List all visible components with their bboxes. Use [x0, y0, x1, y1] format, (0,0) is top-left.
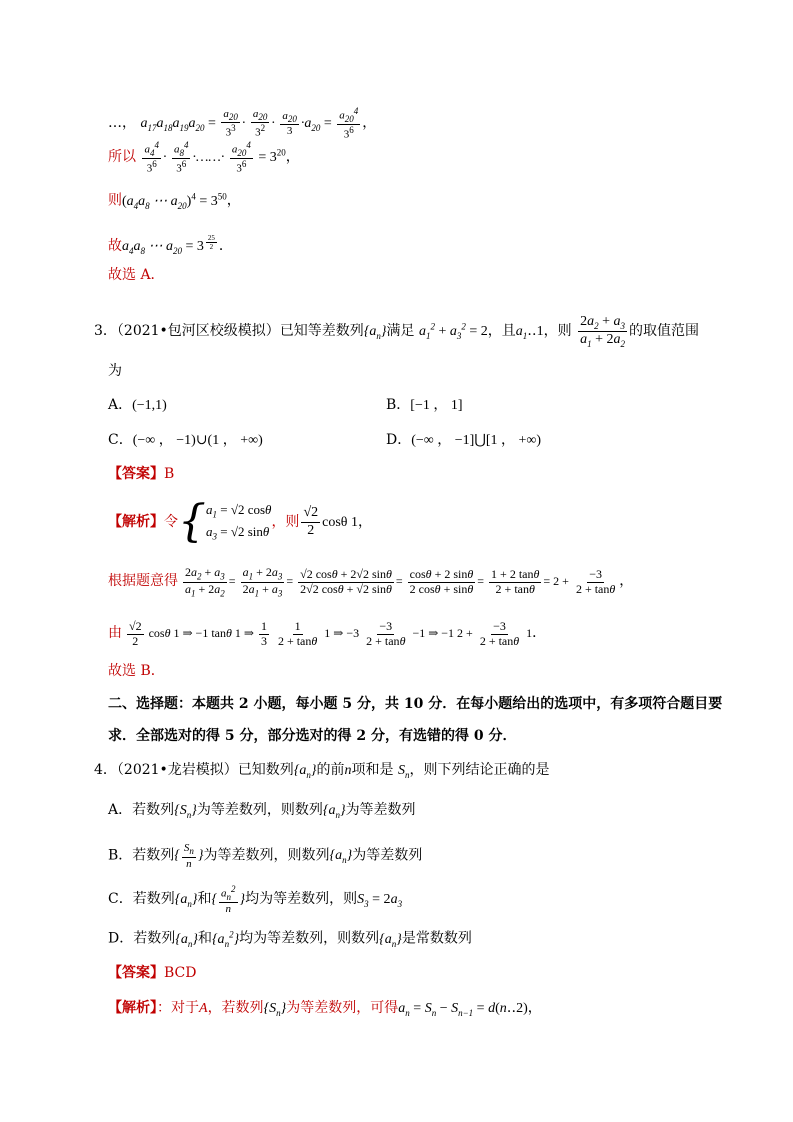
q3-option-c-text: (−∞ ， −1)∪(1 ， +∞): [132, 433, 263, 448]
derivation-line-2: 所以 $\frac{a_4^4}{3^6}$ · $\frac{a_8^4}{3^6}$ ·……· $\frac{a_{20}^4}{3^6}$ = $3^{20}$，: [108, 140, 300, 175]
q4-optA-sn: $\{S_n\}$: [174, 803, 197, 820]
analysis-tail: cosθ 1，: [322, 515, 372, 530]
q4-optD-d: 是常数数列: [401, 930, 472, 947]
q4-optC-an: $\{a_n\}$: [174, 892, 198, 909]
q4-optA-c: 为等差数列: [345, 802, 416, 818]
ellipsis-prefix: …，: [108, 114, 136, 131]
q4-optA-b: 为等差数列，则数列: [196, 802, 323, 818]
q4-stem-text-d: ，则下列结论正确的是: [409, 762, 550, 778]
q3-option-d: [386, 429, 541, 449]
q4-analysis-sn: $\{S_n\}$: [263, 1001, 287, 1018]
choose-b-line: 故选 B．: [108, 663, 165, 679]
q4-number: 4．: [94, 762, 117, 778]
q4-answer-value: BCD: [164, 965, 197, 981]
q4-optD-b: 和: [197, 930, 212, 947]
choose-a-line: 故选 A．: [108, 267, 165, 283]
q4-analysis: [108, 1001, 542, 1018]
analysis-let: 令: [164, 514, 178, 530]
q4-source: （2021•龙岩模拟）: [116, 762, 238, 778]
derivation-line-1: …， $a_{17}a_{18}a_{19}a_{20}$ = $\frac{a_{20}}{3^3}$ · $\frac{a_{20}}{3^2}$ · $\frac{a_{20}}{3}$ $\cdot a_{20}$ = $\frac{a_{20}^4}{3^6}$ ，: [108, 106, 377, 141]
q4-option-b: [108, 842, 422, 870]
q4-analysis-a: ：对于: [157, 1000, 199, 1016]
q4-optD-an2: $\{a_n^2\}$: [211, 929, 240, 949]
q3-option-b-text: [−1 ， 1]: [410, 398, 463, 413]
answer-value: B: [164, 466, 175, 482]
q3-option-d-text: (−∞ ， −1]⋃[1 ， +∞): [411, 433, 542, 448]
q4-analysis-formula: $a_n = S_n - S_{n-1}$ = d(n‥2): [398, 1001, 528, 1018]
inequality-chain: $\frac{√2}{2}$ cosθ 1 ⇒ −1 tanθ 1 ⇒ $\frac{1}{3}$ $\frac{1}{2 + \tan\theta}$ 1 ⇒ −3 $\frac{-3}{2 + \tan\theta}$ −1 ⇒ −1 2 + $\frac{-3}{2 + \tan\theta}$ 1: [129, 619, 533, 648]
q3-number: 3．: [94, 322, 117, 339]
sequence-an: $\{a_n\}$: [363, 323, 387, 341]
q4-optC-c: 均为等差数列，则: [245, 891, 358, 908]
q3-option-a-label: A．: [108, 397, 133, 413]
q3-option-d-label: D．: [386, 432, 412, 448]
a1-condition: $a_1‥1$: [515, 323, 544, 341]
q3-analysis-line-1: [108, 496, 372, 547]
transform-chain: $\frac{2a_2 + a_3}{a_1 + 2a_2}$ = $\frac{a_1 + 2a_3}{2a_1 + a_3}$ = $\frac{√2 \cos\theta + 2√2 \sin\theta}{2√2 \cos\theta + √2 \sin\theta}$ = $\frac{\cos\theta + 2 \sin\theta}{2 \cos\theta + \sin\theta}$ = $\frac{1 + 2 \tan\theta}{2 + \tan\theta}$ = 2 + $\frac{-3}{2 + \tan\theta}$: [185, 565, 616, 599]
product-of-fractions: $\frac{a_4^4}{3^6}$ · $\frac{a_8^4}{3^6}$ ·……· $\frac{a_{20}^4}{3^6}$ = $3^{20}$: [144, 140, 286, 175]
q4-stem-text-a: 已知数列: [237, 762, 294, 778]
product-formula: $a_{17}a_{18}a_{19}a_{20}$ = $\frac{a_{20}}{3^3}$ · $\frac{a_{20}}{3^2}$ · $\frac{a_{20}}{3}$ $\cdot a_{20}$ = $\frac{a_{20}^4}{3^6}$: [140, 106, 359, 141]
q3-stem-text-e: 的取值范围: [629, 322, 699, 339]
section-2-line-1: 二、选择题：本题共 2 小题，每小题 5 分，共 10 分．在每小题给出的选项中，有多项符合题目要: [108, 696, 723, 712]
q3-stem-text-b: 满足: [386, 322, 415, 339]
q4-optD-an-b: $\{a_n\}$: [379, 931, 402, 949]
q4-analysis-b: ，若数列: [207, 1000, 264, 1016]
therefore-prefix: 故: [108, 238, 122, 255]
q3-analysis-line-2: 根据题意得 $\frac{2a_2 + a_3}{a_1 + 2a_2}$ = $\frac{a_1 + 2a_3}{2a_1 + a_3}$ = $\frac{√2 \cos\theta + 2√2 \sin\theta}{2√2 \cos\theta + √2 \sin\theta}$ = $\frac{\cos\theta + 2 \sin\theta}{2 \cos\theta + \sin\theta}$ = $\frac{1 + 2 \tan\theta}{2 + \tan\theta}$ = 2 + $\frac{-3}{2 + \tan\theta}$ ，: [108, 565, 634, 599]
q3-stem-text-c: ，且: [487, 322, 516, 339]
sqrt2-over-2: $\frac{√2}{2}$: [303, 505, 319, 538]
condition-formula: $a_1^2 + a_3^2 = 2$: [418, 321, 488, 341]
analysis-tag: 【解析】: [108, 514, 164, 530]
q4-option-c: [108, 884, 402, 916]
q3-source: （2021•包河区校级模拟）: [116, 322, 280, 339]
q4-sequence-an: $\{a_n\}$: [293, 763, 317, 780]
so-prefix: 所以: [108, 148, 136, 165]
from-prefix: 由: [108, 625, 122, 642]
result-formula: $a_4a_8$ ⋯ $a_{20} = 3$ $^{\frac{25}{2}}$: [122, 234, 215, 256]
q4-sn: $S_n$: [397, 763, 410, 780]
q4-optA-a: A．若数列: [108, 802, 175, 818]
q4-stem: [94, 763, 549, 780]
q3-answer: [108, 467, 174, 481]
q3-stem-wrap: 为: [108, 363, 122, 379]
q3-stem-text-a: 已知等差数列: [279, 322, 364, 339]
section-2-line-2: 求．全部选对的得 5 分，部分选对的得 2 分，有选错的得 0 分．: [108, 728, 517, 744]
q4-analysis-A: A: [199, 1001, 208, 1016]
q4-stem-text-b: 的前: [316, 762, 345, 778]
q4-analysis-c: 为等差数列，可得: [286, 1000, 399, 1016]
q4-optD-c: 均为等差数列，则数列: [239, 930, 380, 947]
analysis-then: ，则: [271, 514, 300, 530]
q4-stem-text-c: 项和是: [351, 762, 394, 778]
q4-optB-sn-over-n: { $\frac{S_n}{n}$ }: [174, 842, 204, 870]
q3-option-a: [108, 394, 167, 414]
q3-stem: [94, 314, 699, 349]
power-formula: ($a_4a_8$ ⋯ $a_{20})^4 = 3^{50}$: [122, 191, 227, 211]
q3-analysis-line-3: 由 $\frac{√2}{2}$ cosθ 1 ⇒ −1 tanθ 1 ⇒ $\frac{1}{3}$ $\frac{1}{2 + \tan\theta}$ 1 ⇒ −3 $\frac{-3}{2 + \tan\theta}$ −1 ⇒ −1 2 + $\frac{-3}{2 + \tan\theta}$ 1．: [108, 619, 547, 648]
q3-option-b-label: B．: [386, 397, 411, 413]
answer-tag: 【答案】: [108, 466, 164, 482]
q4-option-a: [108, 803, 416, 820]
derivation-line-3: 则($a_4a_8$ ⋯ $a_{20})^4 = 3^{50}$，: [108, 191, 241, 211]
substitution-system: { $a_1 = √2$ cosθ $a_3 = √2$ sinθ: [178, 496, 272, 547]
by-problem-prefix: 根据题意得: [108, 572, 178, 589]
q4-analysis-d: ，: [527, 1001, 542, 1016]
q3-option-c-label: C．: [108, 432, 133, 448]
q4-answer: [108, 966, 196, 980]
q3-option-c: [108, 429, 263, 449]
q4-optC-an2-over-n: { $\frac{a_n^2}{n}$ }: [211, 884, 246, 916]
q4-optD-a: D．若数列: [108, 930, 176, 947]
then-prefix: 则: [108, 192, 122, 209]
target-fraction: $\frac{2a_2 + a_3}{a_1 + 2a_2}$: [580, 314, 625, 349]
q4-analysis-tag: 【解析】: [108, 1000, 157, 1016]
q4-optD-an: $\{a_n\}$: [175, 931, 198, 949]
q4-answer-tag: 【答案】: [108, 965, 164, 981]
q4-optC-formula: $S_3 = 2a_3$: [357, 892, 403, 909]
q4-optB-a: B．若数列: [108, 847, 175, 864]
q4-optB-c: 为等差数列: [352, 847, 423, 864]
q4-optC-a: C．若数列: [108, 891, 175, 908]
q4-option-d: [108, 930, 472, 948]
q3-stem-text-d: ，则: [543, 322, 572, 339]
q4-n: n: [344, 763, 352, 778]
q3-option-a-text: (−1,1): [132, 398, 167, 413]
q4-optB-b: 为等差数列，则数列: [203, 847, 330, 864]
q4-optC-b: 和: [197, 891, 212, 908]
derivation-line-4: 故$a_4a_8$ ⋯ $a_{20} = 3$ $^{\frac{25}{2}}$ ．: [108, 234, 233, 256]
q3-option-b: [386, 394, 463, 414]
q4-optA-an: $\{a_n\}$: [322, 803, 346, 820]
q4-optB-an: $\{a_n\}$: [329, 848, 353, 866]
